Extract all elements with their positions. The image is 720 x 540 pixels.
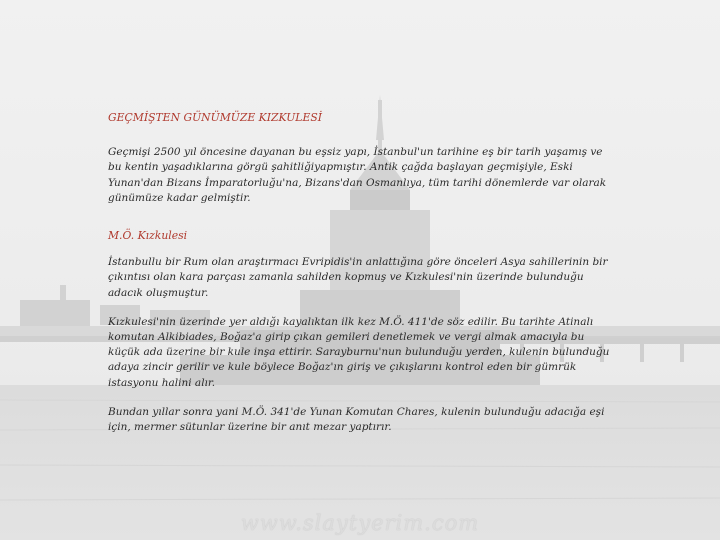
slide-heading-bc: M.Ö. Kızkulesi: [108, 229, 188, 243]
paragraph-evripidis: İstanbullu bir Rum olan araştırmacı Evripidis'in anlattığına göre önceleri Asya sahillerinin bir çıkıntısı olan kara parçası zamanla sahilden kopmuş ve Kızkulesi'nin üzerinde bulunduğu adacık oluşmuştur.: [108, 256, 608, 299]
slide-text-block: [108, 110, 613, 435]
slide-heading-history: GEÇMİŞTEN GÜNÜMÜZE KIZKULESİ: [108, 111, 323, 124]
site-watermark: www.slaytyerim.com: [240, 511, 480, 535]
paragraph-chares: Bundan yıllar sonra yani M.Ö. 341'de Yunan Komutan Chares, kulenin bulunduğu adacığa eşi için, mermer sütunlar üzerine bir anıt mezar yaptırır.: [108, 405, 605, 434]
paragraph-history: Geçmişi 2500 yıl öncesine dayanan bu eşsiz yapı, İstanbul'un tarihine eş bir tarih yaşamış ve bu kentin yaşadıklarına görgü şahitliğiyapmıştır. Antik çağda başlayan geçmişiyle, Eski Yunan'dan Bizans İmparatorluğu'na, Bizans'dan Osmanlıya, tüm tarihi dönemlerde var olarak günümüze kadar gelmiştir.: [108, 146, 607, 204]
paragraph-alkibiades: Kızkulesi'nin üzerinde yer aldığı kayalıktan ilk kez M.Ö. 411'de söz edilir. Bu tarihte Atinalı komutan Alkibiades, Boğaz'a girip çıkan gemileri denetlemek ve vergi almak amacıyla bu küçük ada üzerine bir kule inşa ettirir. Sarayburnu'nun bulunduğu yerden, kulenin bulunduğu adaya zincir gerilir ve kule böylece Boğaz'ın giriş ve çıkışlarını kontrol eden bir gümrük istasyonu halini alır.: [108, 315, 610, 389]
